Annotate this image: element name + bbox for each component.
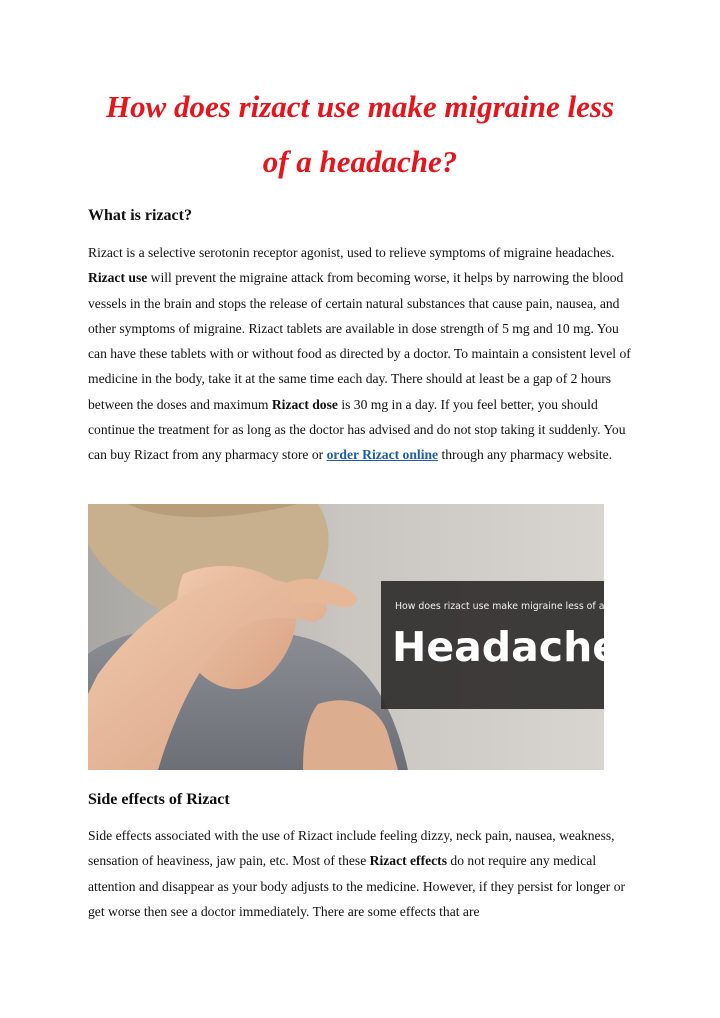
paragraph-text: through any pharmacy website. <box>438 447 613 463</box>
paragraph-text: will prevent the migraine attack from becoming worse, it helps by narrowing the blood vessels in the brain and stops the release of certain natural substances that cause pain, nausea, and other symptoms of migraine. Rizact tablets are available in dose strength of 5 mg and 10 mg. You can have these tablets with or without food as directed by a doctor. To maintain a consistent level of medicine in the body, take it at the same time each day. There should at least be a gap of 2 hours between the doses and maximum <box>88 270 631 412</box>
order-rizact-online-link[interactable]: order Rizact online <box>326 447 439 463</box>
section-paragraph-what-is <box>88 240 636 468</box>
bold-term-rizact-effects: Rizact effects <box>369 853 447 869</box>
paragraph-text: do not require any medical attention and disappear as your body adjusts to the medicine. However, if they persist for longer or get worse then see a doctor immediately. There are some effects that are <box>88 853 626 919</box>
bold-term-rizact-dose: Rizact dose <box>271 396 338 412</box>
overlay-subtitle: How does rizact use make migraine less of a <box>395 601 605 612</box>
section-heading-side-effects: Side effects of Rizact <box>88 791 230 808</box>
headache-illustration-image <box>88 504 644 770</box>
overlay-headline: Headache? <box>392 623 644 671</box>
headline-overlay-box <box>381 581 644 709</box>
page-title-line-2: of a headache? <box>262 144 458 179</box>
paragraph-text: Rizact is a selective serotonin receptor agonist, used to relieve symptoms of migraine headaches. <box>88 245 615 260</box>
paragraph-text: is 30 mg in a day. If you feel better, you should continue the treatment for as long as the doctor has advised and do not stop taking it suddenly. You can buy Rizact from any pharmacy store or <box>88 396 626 463</box>
bold-term-rizact-use: Rizact use <box>88 270 148 286</box>
paragraph-text: Side effects associated with the use of Rizact include feeling dizzy, neck pain, nausea, weakness, sensation of heaviness, jaw pain, etc. Most of these <box>88 828 615 869</box>
section-paragraph-side-effects <box>88 823 636 924</box>
section-heading-what-is: What is rizact? <box>88 207 192 224</box>
page-title-line-1: How does rizact use make migraine less <box>105 89 615 124</box>
